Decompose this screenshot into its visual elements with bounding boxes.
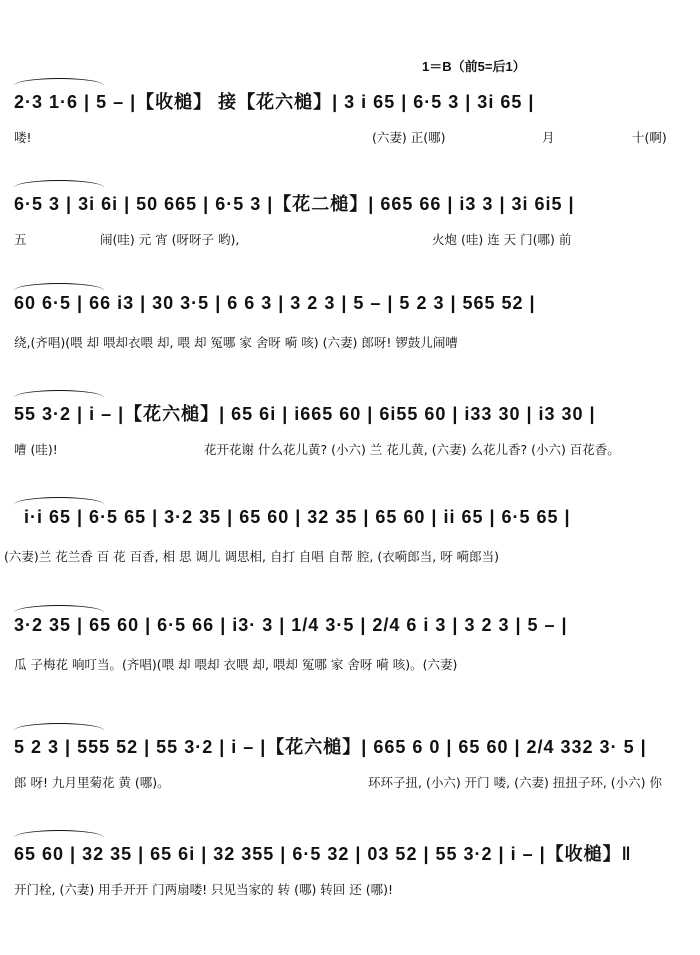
slur-mark	[14, 390, 104, 405]
lyric-line: 嘈 (哇)!	[14, 442, 58, 457]
lyric-line: (六妻)兰 花兰香 百 花 百香, 相 思 调儿 调思相, 自打 自唱 自帮 腔, (衣嗬郎当, 呀 嗬郎当)	[4, 549, 500, 564]
slur-mark	[14, 283, 104, 298]
lyric-line: 喽!	[14, 130, 32, 145]
notation-line: 6·5 3 | 3i 6i | 50 665 | 6·5 3 |【花二槌】| 665 66 | i3 3 | 3i 6i5 |	[14, 194, 575, 214]
slur-mark	[14, 723, 104, 738]
notation-line: 2·3 1·6 | 5 – |【收槌】 接【花六槌】| 3 i 65 | 6·5 3 | 3i 65 |	[14, 92, 535, 112]
lyric-line: 五	[14, 232, 27, 247]
lyric-line: 郎 呀! 九月里菊花 黄 (哪)。	[14, 775, 170, 790]
notation-line: 65 60 | 32 35 | 65 6i | 32 355 | 6·5 32 | 03 52 | 55 3·2 | i – |【收槌】‖	[14, 844, 632, 864]
slur-mark	[14, 605, 104, 620]
notation-line: 3·2 35 | 65 60 | 6·5 66 | i3· 3 | 1/4 3·5 | 2/4 6 i 3 | 3 2 3 | 5 – |	[14, 615, 568, 635]
lyric-line: 瓜 子梅花 响叮当。(齐唱)(喂 却 喂却 衣喂 却, 喂却 冤哪 家 舍呀 嗬 咳)。(六妻)	[14, 657, 458, 672]
slur-mark	[14, 497, 104, 512]
notation-line: i·i 65 | 6·5 65 | 3·2 35 | 65 60 | 32 35 | 65 60 | ii 65 | 6·5 65 |	[24, 507, 571, 527]
lyric-line: 绕,(齐唱)(喂 却 喂却衣喂 却, 喂 却 冤哪 家 舍呀 嗬 咳) (六妻) 郎呀! 锣鼓儿闹嘈	[14, 335, 458, 350]
lyric-line: 月	[542, 130, 555, 145]
slur-mark	[14, 180, 104, 195]
lyric-line: 火炮 (哇) 连 天 门(哪) 前	[432, 232, 572, 247]
notation-line: 5 2 3 | 555 52 | 55 3·2 | i – |【花六槌】| 665 6 0 | 65 60 | 2/4 332 3· 5 |	[14, 737, 647, 757]
notation-line: 60 6·5 | 66 i3 | 30 3·5 | 6 6 3 | 3 2 3 | 5 – | 5 2 3 | 565 52 |	[14, 293, 536, 313]
slur-mark	[14, 78, 104, 93]
slur-mark	[14, 830, 104, 845]
lyric-line: 花开花谢 什么花儿黄? (小六) 兰 花儿黄, (六妻) 么花儿香? (小六) 百花香。	[204, 442, 620, 457]
lyric-line: (六妻) 正(哪)	[372, 130, 446, 145]
lyric-line: 十(啊)	[632, 130, 667, 145]
key-signature: 1＝B（前5=后1）	[422, 59, 526, 74]
lyric-line: 闹(哇) 元 宵 (呀呀子 哟),	[100, 232, 240, 247]
lyric-line: 开门栓, (六妻) 用手开开 门两扇喽! 只见当家的 转 (哪) 转回 还 (哪)!	[14, 882, 394, 897]
lyric-line: 环环子扭, (小六) 开门 喽, (六妻) 扭扭子环, (小六) 你	[368, 775, 662, 790]
notation-line: 55 3·2 | i – |【花六槌】| 65 6i | i665 60 | 6i55 60 | i33 30 | i3 30 |	[14, 404, 596, 424]
